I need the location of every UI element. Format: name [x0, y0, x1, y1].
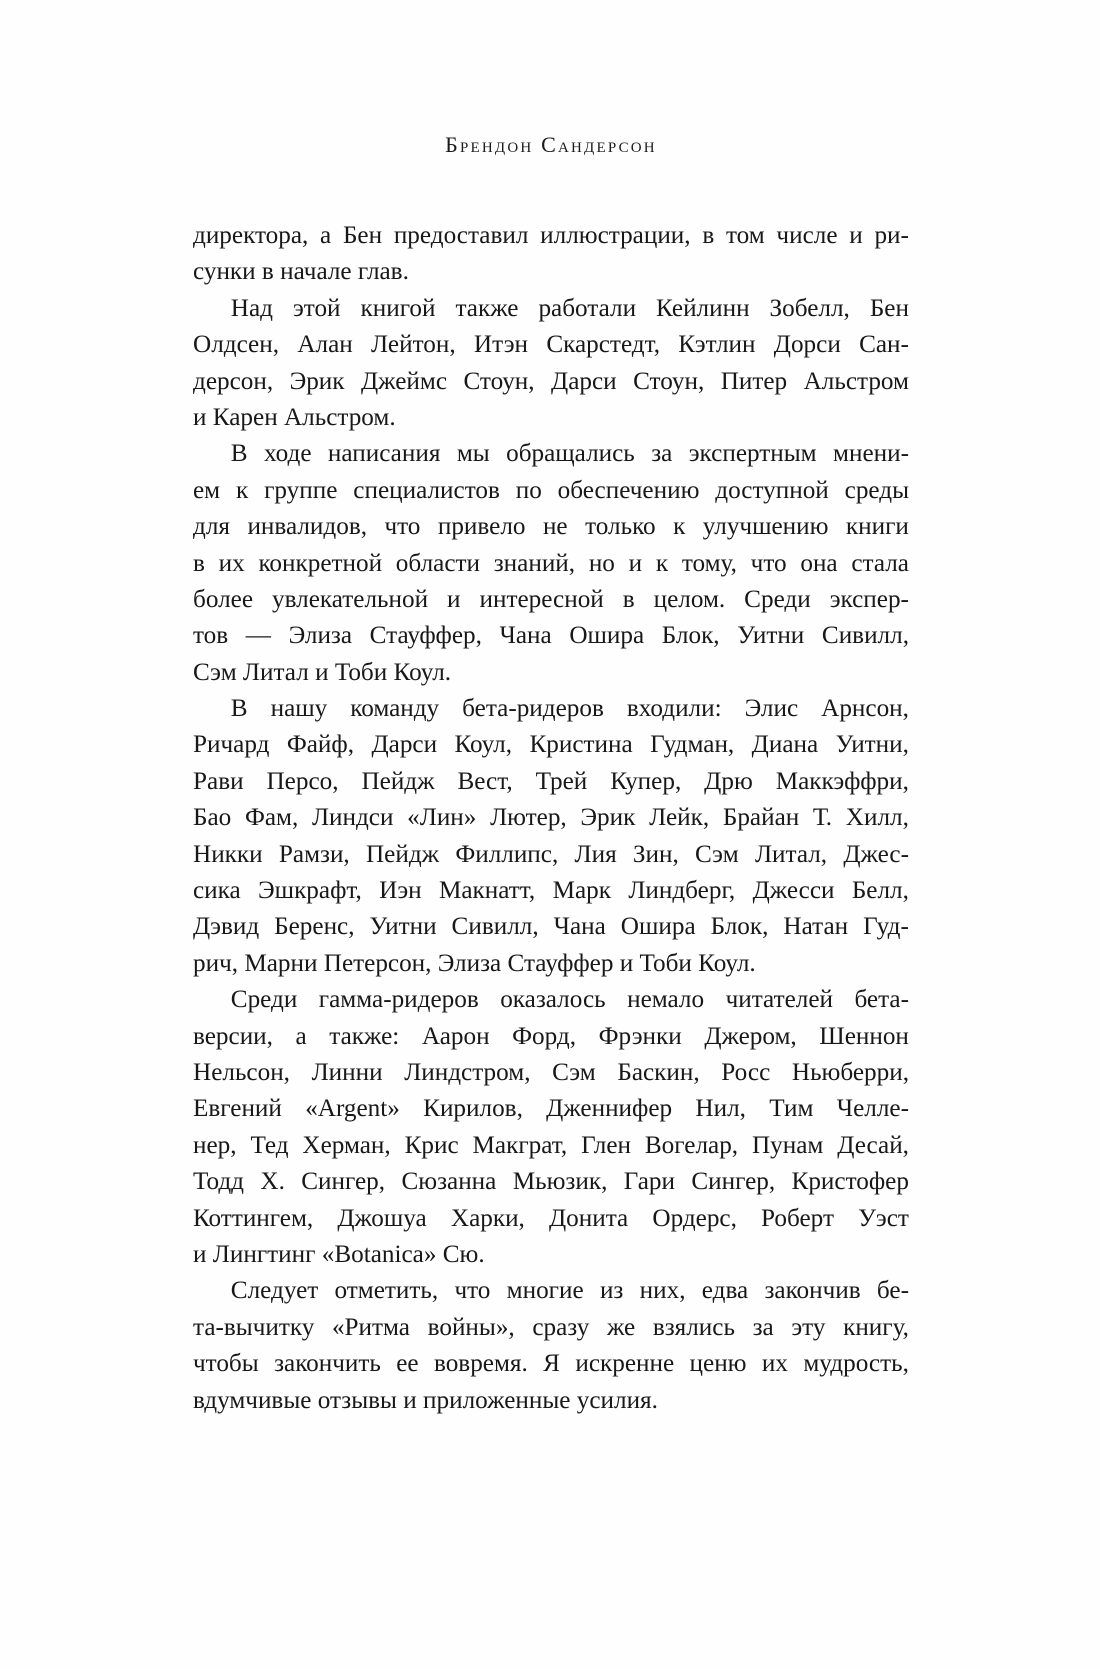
text-word: В	[193, 695, 248, 723]
text-word: экспер-	[829, 585, 909, 613]
text-word: по	[515, 476, 542, 504]
text-line	[193, 1055, 909, 1091]
text-word: Дарси	[551, 367, 617, 395]
text-line	[193, 1164, 909, 1200]
text-word: Лютер,	[490, 804, 567, 832]
text-word: Фрэнки	[598, 1022, 682, 1050]
text-word: мы	[456, 440, 490, 468]
text-word: Рави	[193, 767, 244, 795]
text-word: Стауффер,	[369, 622, 482, 650]
text-word: Росс	[721, 1058, 771, 1086]
text-word: Джес-	[843, 840, 909, 868]
text-word: Сан-	[859, 331, 909, 359]
text-word: Евгений	[193, 1095, 282, 1123]
paragraph	[193, 982, 909, 1273]
text-word: Гудман,	[650, 731, 735, 759]
text-word: Арнсон,	[821, 695, 909, 723]
text-word: них,	[639, 1277, 686, 1305]
text-word: Ошира	[620, 913, 696, 941]
text-word: нер,	[193, 1131, 237, 1159]
text-word: закончить	[274, 1350, 381, 1378]
text-word: Зобелл,	[769, 294, 850, 322]
text-line	[193, 764, 909, 800]
text-word: Ньюберри,	[791, 1058, 909, 1086]
text-word: Вогелар,	[644, 1131, 739, 1159]
text-word: —	[245, 622, 271, 650]
text-line	[193, 727, 909, 763]
text-word: ходе	[264, 440, 312, 468]
text-word: книги	[845, 513, 909, 541]
text-word: иллюстрации,	[540, 222, 691, 249]
text-word: Джеймс	[360, 367, 447, 395]
text-word: целом.	[653, 585, 726, 613]
page-content-area	[193, 132, 909, 1419]
text-word: Лейк,	[649, 804, 710, 832]
text-word: Коул,	[454, 731, 513, 759]
text-word: Олдсен,	[193, 331, 280, 359]
text-word: Эрик	[580, 804, 636, 832]
text-line: рич, Марни Петерсон, Элиза Стауффер и Тоби Коул.	[193, 949, 756, 977]
text-line	[193, 618, 909, 654]
text-word: Джером,	[704, 1022, 797, 1050]
text-word: Т.	[812, 804, 833, 832]
text-word: и	[447, 585, 461, 613]
text-word: Файф,	[286, 731, 355, 759]
text-word: Пунам	[751, 1131, 824, 1159]
paragraph	[193, 1273, 909, 1419]
text-word: же	[606, 1313, 636, 1341]
text-word: Крис	[404, 1131, 459, 1159]
text-word: но	[588, 549, 615, 577]
text-word: доступной	[715, 476, 829, 504]
text-word: директора,	[193, 222, 309, 249]
text-word: Сингер,	[691, 1168, 776, 1196]
text-word: Сюзанна	[401, 1168, 497, 1196]
text-word: мнени-	[833, 440, 909, 468]
text-word: работали	[538, 294, 637, 322]
text-word: улучшению	[702, 513, 829, 541]
text-word: Альстром	[803, 367, 909, 395]
text-word: Ошира	[569, 622, 645, 650]
text-word: войны»,	[427, 1313, 515, 1341]
text-word: Беренс,	[274, 913, 355, 941]
text-word: за	[752, 1313, 774, 1341]
text-word: Роберт	[761, 1204, 834, 1232]
text-word: «Лин»	[407, 804, 477, 832]
text-line: вдумчивые отзывы и приложенные усилия.	[193, 1386, 658, 1414]
text-word: Донита	[549, 1204, 629, 1232]
text-word: Хилл,	[845, 804, 909, 832]
text-word: Мьюзик,	[512, 1168, 608, 1196]
text-word: инвалидов,	[247, 513, 368, 541]
text-line	[193, 546, 909, 582]
paragraph	[193, 291, 909, 437]
text-word: Кейлинн	[656, 294, 750, 322]
text-word: Дэвид	[193, 913, 260, 941]
text-word: к	[235, 476, 249, 504]
text-word: Сивилл,	[821, 622, 909, 650]
text-word: Линдси	[311, 804, 394, 832]
text-word: сика	[193, 877, 241, 905]
text-word: Среди	[193, 986, 298, 1014]
text-line: и Карен Альстром.	[193, 403, 396, 431]
text-word: Бен	[869, 294, 909, 322]
text-word: Бен	[342, 222, 383, 249]
text-line	[193, 909, 909, 945]
text-word: обращались	[506, 440, 635, 468]
text-word: нашу	[270, 695, 328, 723]
text-word: Филлипс,	[455, 840, 559, 868]
text-word: Зин,	[632, 840, 679, 868]
text-word: Линдстром,	[404, 1058, 531, 1086]
text-word: Белл,	[851, 877, 909, 905]
text-word: бета-	[854, 986, 909, 1014]
text-word: Кристина	[529, 731, 633, 759]
paragraph	[193, 691, 909, 982]
text-word: а	[320, 222, 332, 249]
text-word: Макнатт,	[438, 877, 536, 905]
text-word: Сэм	[552, 1058, 596, 1086]
text-word: Линдберг,	[628, 877, 736, 905]
text-line	[193, 1201, 909, 1237]
text-word: группе	[264, 476, 338, 504]
text-word: В	[193, 440, 248, 468]
text-word: взялись	[652, 1313, 735, 1341]
text-word: и	[628, 549, 643, 577]
text-word: из	[599, 1277, 624, 1305]
text-word: Блок,	[710, 913, 769, 941]
text-word: Элиза	[288, 622, 353, 650]
text-word: что	[454, 1277, 491, 1305]
text-line	[193, 800, 909, 836]
text-word: Эрик	[289, 367, 345, 395]
text-word: Глен	[581, 1131, 631, 1159]
text-word: едва	[701, 1277, 749, 1305]
text-word: Литал,	[754, 840, 828, 868]
text-word: числе	[776, 222, 838, 249]
text-word: тому,	[681, 549, 737, 577]
text-word: бе-	[876, 1277, 909, 1305]
text-word: тов	[193, 622, 229, 650]
text-line	[193, 473, 909, 509]
text-word: оказалось	[500, 986, 606, 1014]
text-word: Натан	[783, 913, 849, 941]
text-word: Челле-	[836, 1095, 909, 1123]
text-word: Кристофер	[791, 1168, 909, 1196]
text-word: немало	[627, 986, 705, 1014]
paragraph	[193, 436, 909, 691]
text-word: Фам,	[244, 804, 299, 832]
text-line	[193, 837, 909, 873]
text-word: сразу	[532, 1313, 590, 1341]
text-line	[193, 327, 909, 363]
text-word: Питер	[720, 367, 788, 395]
text-word: Маккэффри,	[775, 767, 909, 795]
text-word: к	[673, 513, 686, 541]
text-word: Пейдж	[365, 840, 440, 868]
text-word: Я	[543, 1350, 560, 1378]
text-word: Пейдж	[361, 767, 435, 795]
text-word: предоставил	[393, 222, 529, 249]
text-word: Следует	[193, 1277, 319, 1305]
text-word: к	[655, 549, 669, 577]
text-word: гамма-ридеров	[318, 986, 479, 1014]
text-word: Сингер,	[301, 1168, 386, 1196]
text-word: Дженнифер	[546, 1095, 673, 1123]
text-word: для	[193, 513, 230, 541]
text-word: Форд,	[512, 1022, 577, 1050]
text-word: Над	[193, 294, 273, 322]
text-word: та-вычитку	[193, 1313, 315, 1341]
text-word: также:	[329, 1022, 400, 1050]
text-word: Стоун,	[633, 367, 705, 395]
text-word: Блок,	[661, 622, 720, 650]
text-word: Дарси	[371, 731, 438, 759]
text-word: Чана	[553, 913, 606, 941]
text-word: более	[193, 585, 254, 613]
text-word: Ордерс,	[652, 1204, 737, 1232]
text-line: и Лингтинг «Botanica» Сю.	[193, 1240, 485, 1268]
text-line: сунки в начале глав.	[193, 258, 409, 286]
text-word: Алан	[297, 331, 353, 359]
text-line	[193, 582, 909, 618]
text-word: отметить,	[334, 1277, 439, 1305]
text-word: Линни	[311, 1058, 383, 1086]
text-word: стала	[851, 549, 909, 577]
text-word: в	[622, 585, 635, 613]
text-word: Никки	[193, 840, 263, 868]
text-word: она	[800, 549, 838, 577]
text-word: Макграт,	[472, 1131, 568, 1159]
text-word: Сивилл,	[451, 913, 539, 941]
text-line	[193, 691, 909, 727]
text-word: ем	[193, 476, 221, 504]
text-word: Брайан	[722, 804, 800, 832]
text-word: Гуд-	[863, 913, 909, 941]
text-word: Сэм	[695, 840, 739, 868]
text-word: написания	[327, 440, 441, 468]
text-word: бета-ридеров	[462, 695, 604, 723]
text-word: Купер,	[610, 767, 682, 795]
text-word: Баскин,	[617, 1058, 700, 1086]
text-word: в	[702, 222, 715, 249]
text-word: Уитни	[737, 622, 805, 650]
text-word: также	[455, 294, 519, 322]
text-word: Лейтон,	[371, 331, 456, 359]
text-word: Итэн	[473, 331, 529, 359]
text-word: Кэтлин	[678, 331, 756, 359]
text-word: а	[295, 1022, 307, 1050]
text-word: среды	[844, 476, 909, 504]
text-word: искренне	[575, 1350, 675, 1378]
text-line	[193, 1128, 909, 1164]
text-word: ри-	[874, 222, 909, 249]
text-word: Джесси	[752, 877, 835, 905]
text-word: конкретной	[258, 549, 383, 577]
text-word: том	[725, 222, 765, 249]
text-word: «Ритма	[331, 1313, 410, 1341]
text-word: Кирилов,	[423, 1095, 523, 1123]
text-word: вовремя.	[433, 1350, 528, 1378]
text-word: версии,	[193, 1022, 273, 1050]
text-line	[193, 1273, 909, 1309]
text-word: мудрость,	[803, 1350, 909, 1378]
text-word: Уитни	[369, 913, 437, 941]
text-word: Персо,	[266, 767, 339, 795]
text-word: Ричард	[193, 731, 270, 759]
text-word: книгой	[360, 294, 436, 322]
text-word: специалистов	[353, 476, 500, 504]
text-word: Вест,	[457, 767, 513, 795]
text-word: Лия	[574, 840, 617, 868]
text-word: этой	[292, 294, 341, 322]
text-word: Херман,	[302, 1131, 391, 1159]
text-word: Уитни,	[835, 731, 909, 759]
text-word: не	[542, 513, 568, 541]
text-word: только	[585, 513, 656, 541]
text-word: Дорси	[773, 331, 841, 359]
text-word: интересной	[479, 585, 604, 613]
text-word: обеспечению	[557, 476, 700, 504]
text-line	[193, 1346, 909, 1382]
text-word: Диана	[751, 731, 819, 759]
text-word: «Argent»	[305, 1095, 400, 1123]
text-line	[193, 364, 909, 400]
text-word: Коттингем,	[193, 1204, 314, 1232]
text-word: Уэст	[858, 1204, 909, 1232]
text-word: Аарон	[421, 1022, 490, 1050]
text-word: книгу,	[843, 1313, 909, 1341]
text-word: Трей	[535, 767, 588, 795]
text-word: Гари	[623, 1168, 675, 1196]
paragraph	[193, 218, 909, 291]
text-word: Иэн	[379, 877, 422, 905]
text-word: Бао	[193, 804, 232, 832]
text-line	[193, 1019, 909, 1055]
text-word: привело	[437, 513, 526, 541]
running-head: Брендон Сандерсон	[445, 132, 657, 157]
text-word: Чана	[499, 622, 552, 650]
body-text-block	[193, 218, 909, 1419]
text-line	[193, 1091, 909, 1127]
text-word: команду	[350, 695, 440, 723]
text-word: Нельсон,	[193, 1058, 290, 1086]
text-word: Шеннон	[819, 1022, 909, 1050]
text-word: Стоун,	[463, 367, 535, 395]
text-word: в	[193, 549, 205, 577]
text-line	[193, 982, 909, 1018]
text-word: Рамзи,	[278, 840, 350, 868]
text-word: эту	[791, 1313, 826, 1341]
text-word: что	[384, 513, 421, 541]
text-line: Сэм Литал и Тоби Коул.	[193, 658, 452, 686]
text-word: увлекательной	[271, 585, 429, 613]
text-word: Тодд	[193, 1168, 244, 1196]
text-word: Тим	[769, 1095, 814, 1123]
text-word: Скарстедт,	[546, 331, 661, 359]
text-word: Дрю	[704, 767, 753, 795]
text-word: Десай,	[837, 1131, 909, 1159]
text-word: Элис	[744, 695, 799, 723]
text-word: Марк	[552, 877, 611, 905]
text-word: Харки,	[450, 1204, 525, 1232]
text-word: и	[849, 222, 863, 249]
text-word: знаний,	[493, 549, 576, 577]
text-word: Х.	[260, 1168, 285, 1196]
text-word: области	[395, 549, 480, 577]
text-line	[193, 1310, 909, 1346]
text-word: многие	[506, 1277, 584, 1305]
text-line	[193, 873, 909, 909]
text-word: ее	[396, 1350, 419, 1378]
text-word: Тед	[250, 1131, 289, 1159]
text-word: Среди	[744, 585, 811, 613]
text-word: Нил,	[695, 1095, 746, 1123]
text-line	[193, 291, 909, 327]
text-word: читателей	[725, 986, 833, 1014]
text-line	[193, 436, 909, 472]
text-word: экспертным	[688, 440, 817, 468]
text-word: за	[651, 440, 673, 468]
text-word: входили:	[626, 695, 722, 723]
text-line	[193, 218, 909, 254]
text-word: чтобы	[193, 1350, 259, 1378]
text-word: ценю	[689, 1350, 747, 1378]
text-line	[193, 509, 909, 545]
text-word: их	[218, 549, 245, 577]
text-word: что	[750, 549, 787, 577]
text-word: Эшкрафт,	[258, 877, 362, 905]
text-word: дерсон,	[193, 367, 274, 395]
text-word: закончив	[764, 1277, 861, 1305]
text-word: Джошуа	[337, 1204, 427, 1232]
text-word: их	[761, 1350, 788, 1378]
